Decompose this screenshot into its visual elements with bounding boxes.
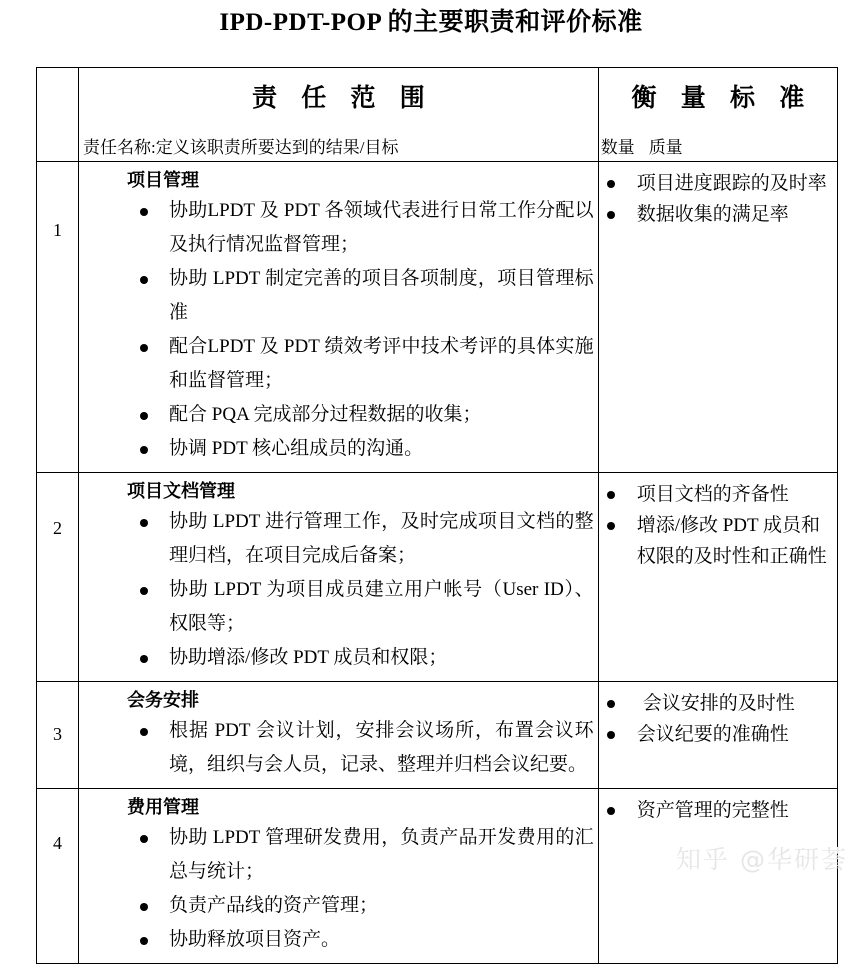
scope-bullet-item: 协助增添/修改 PDT 成员和权限；: [83, 641, 594, 675]
table-header-row: [37, 68, 838, 162]
row-number: 4: [53, 833, 63, 853]
scope-heading: 项目管理: [127, 170, 200, 190]
table-row: [37, 682, 838, 789]
scope-bullet-item: 协助释放项目资产。: [83, 923, 594, 957]
header-scope-title: 责 任 范 围: [251, 85, 434, 112]
row-number-cell: [37, 473, 79, 682]
row-scope-cell: [79, 473, 599, 682]
scope-heading: 费用管理: [127, 797, 200, 817]
table-row: [37, 473, 838, 682]
watermark: 知乎 @华研荟: [676, 845, 848, 874]
standard-bullet-item: 会议安排的及时性: [601, 688, 831, 719]
header-scope-subtitle: 责任名称:定义该职责所要达到的结果/目标: [83, 138, 399, 157]
row-scope-cell: [79, 162, 599, 473]
header-standard-quantity: 数量: [600, 138, 635, 157]
header-cell-standard: [598, 68, 837, 162]
row-number-cell: [37, 789, 79, 964]
standard-bullet-list: [601, 688, 831, 750]
scope-bullet-item: 负责产品线的资产管理；: [83, 889, 594, 923]
scope-bullet-list: [83, 821, 594, 957]
responsibilities-table: [36, 67, 838, 964]
row-scope-cell: [79, 682, 599, 789]
scope-bullet-item: 协助 LPDT 管理研发费用，负责产品开发费用的汇总与统计；: [83, 821, 594, 889]
scope-bullet-item: 配合LPDT 及 PDT 绩效考评中技术考评的具体实施和监督管理；: [83, 330, 594, 398]
standard-bullet-list: [601, 795, 831, 826]
scope-heading: 会务安排: [127, 690, 200, 710]
header-standard-quality: 质量: [648, 138, 683, 157]
header-standard-title: 衡 量 标 准: [631, 85, 814, 112]
scope-bullet-item: 配合 PQA 完成部分过程数据的收集；: [83, 398, 594, 432]
standard-bullet-item: 增添/修改 PDT 成员和权限的及时性和正确性: [601, 510, 831, 572]
row-standard-cell: [598, 789, 837, 964]
row-number: 3: [53, 724, 63, 744]
header-cell-scope: [79, 68, 599, 162]
page-title: IPD-PDT-POP 的主要职责和评价标准: [219, 9, 643, 36]
scope-bullet-item: 协调 PDT 核心组成员的沟通。: [83, 432, 594, 466]
standard-bullet-item: 数据收集的满足率: [601, 199, 831, 230]
row-standard-cell: [598, 162, 837, 473]
row-number-cell: [37, 682, 79, 789]
standard-bullet-item: 资产管理的完整性: [601, 795, 831, 826]
scope-bullet-item: 根据 PDT 会议计划，安排会议场所，布置会议环境，组织与会人员，记录、整理并归档会议纪要。: [83, 714, 594, 782]
scope-bullet-list: [83, 714, 594, 782]
standard-bullet-item: 项目文档的齐备性: [601, 479, 831, 510]
row-number: 2: [53, 518, 63, 538]
row-number-cell: [37, 162, 79, 473]
row-standard-cell: [598, 473, 837, 682]
table-row: [37, 162, 838, 473]
row-number: 1: [53, 220, 63, 240]
scope-bullet-item: 协助 LPDT 为项目成员建立用户帐号（User ID）、权限等；: [83, 573, 594, 641]
scope-bullet-list: [83, 194, 594, 466]
row-scope-cell: [79, 789, 599, 964]
header-cell-number: [37, 68, 79, 162]
standard-bullet-list: [601, 168, 831, 230]
scope-bullet-list: [83, 505, 594, 675]
scope-bullet-item: 协助LPDT 及 PDT 各领域代表进行日常工作分配以及执行情况监督管理；: [83, 194, 594, 262]
table-row: [37, 789, 838, 964]
header-standard-subtitle: [601, 137, 683, 158]
scope-bullet-item: 协助 LPDT 制定完善的项目各项制度，项目管理标准: [83, 262, 594, 330]
scope-bullet-item: 协助 LPDT 进行管理工作，及时完成项目文档的整理归档，在项目完成后备案；: [83, 505, 594, 573]
row-standard-cell: [598, 682, 837, 789]
standard-bullet-item: 项目进度跟踪的及时率: [601, 168, 831, 199]
standard-bullet-list: [601, 479, 831, 572]
standard-bullet-item: 会议纪要的准确性: [601, 719, 831, 750]
scope-heading: 项目文档管理: [127, 481, 236, 501]
